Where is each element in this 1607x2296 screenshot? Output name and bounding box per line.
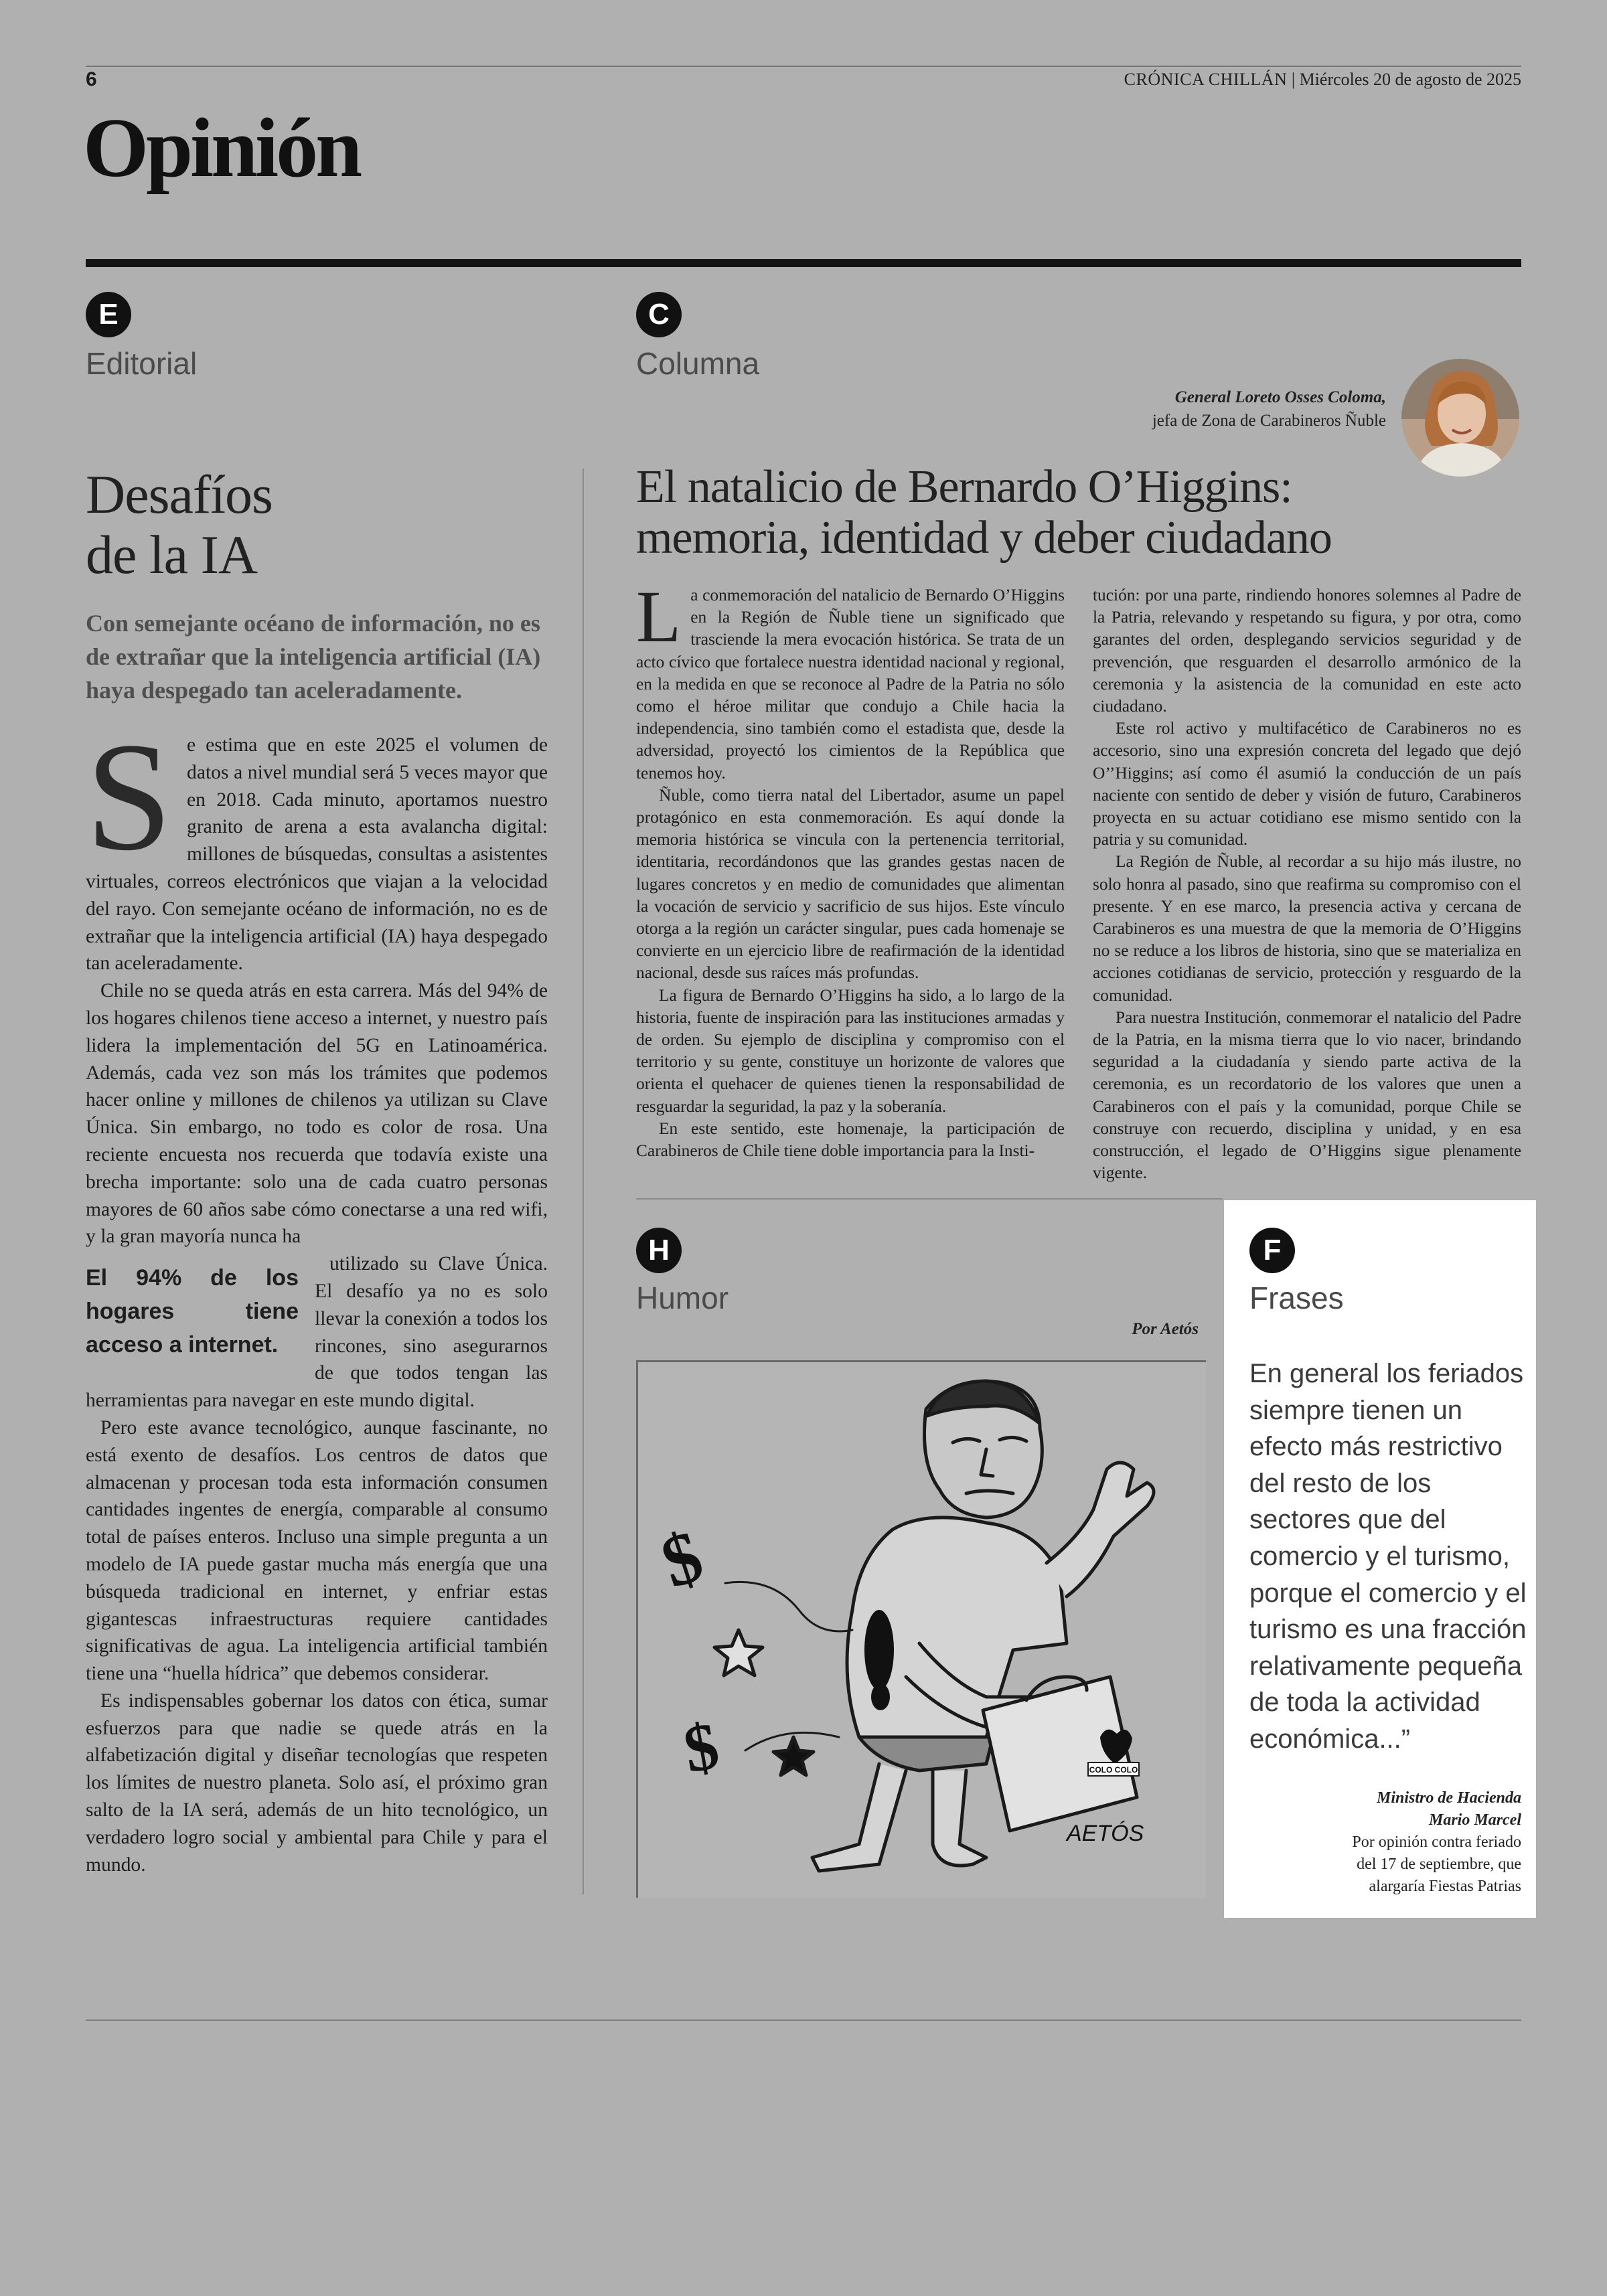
masthead: CRÓNICA CHILLÁN | Miércoles 20 de agosto de 2025 <box>1124 70 1521 89</box>
editorial-paragraph-4: Es indispensables gobernar los datos con ética, sumar esfuerzos para que nadie se quede atrás en la alfabetización digital y diseñar tecnologías que respeten los límites de nuestro planeta. Solo así, el próximo gran salto de la IA será, además de un hito tecnológico, un verdadero logro social y ambiental para Chile y para el mundo. <box>86 1690 548 1876</box>
editorial-pullquote: El 94% de los hogares tiene acceso a internet. <box>86 1265 299 1358</box>
editorial-title-line1: Desafíos <box>86 464 273 525</box>
context-line-2: del 17 de septiembre, que <box>1357 1856 1521 1873</box>
columna-dropcap: L <box>636 576 682 657</box>
issue-date: Miércoles 20 de agosto de 2025 <box>1299 70 1521 89</box>
columna-paragraph-2: Ñuble, como tierra natal del Libertador, asume un papel protagónico en esta conmemoración. Es aquí donde la memoria histórica se vincula con la pertenencia territorial, identitaria, recordándonos que las grandes gestas nacen de lugares concretos y en medio de comunidades que alimentan la vocación de servicio y sacrificio de sus hijos. Este vínculo otorga a la región un carácter singular, pues cada homenaje se convierte en un ejercicio libre de reafirmación de la identidad nacional, desde sus raíces más profundas. <box>636 785 1065 983</box>
column-divider <box>583 469 584 1894</box>
cartoon-credit: Por Aetós <box>1132 1320 1199 1338</box>
editorial-badge: E <box>86 292 131 337</box>
editorial-paragraph-2b: utilizado su Clave Única. El desafío ya no es solo llevar la conexión a todos los rincones, sino asegurarnos de que todos tengan las herramientas para navegar en este mundo digital. <box>86 1253 548 1412</box>
editorial-paragraph-1: e estima que en este 2025 el volumen de datos a nivel mundial será 5 veces mayor que en 2018. Cada minuto, aportamos nuestro granito de arena a esta avalancha digital: millones de búsquedas, consultas a asistentes virtuales, correos electrónicos que viajan a la velocidad del rayo. Con semejante océano de información, no es de extrañar que la inteligencia artificial (IA) haya despegado tan aceleradamente. <box>86 734 548 975</box>
editorial-dropcap: S <box>86 711 173 883</box>
context-line-1: Por opinión contra feriado <box>1352 1833 1521 1851</box>
newspaper-name: CRÓNICA CHILLÁN <box>1124 70 1288 89</box>
section-title: Opinión <box>83 102 360 195</box>
editorial-title <box>86 465 595 585</box>
columna-text-col-1 <box>636 576 1065 1162</box>
humor-top-rule <box>636 1198 1223 1200</box>
context-line-3: alargaría Fiestas Patrias <box>1369 1878 1521 1895</box>
editorial-lead: Con semejante océano de información, no es de extrañar que la inteligencia artificial (IA) haya despegado tan aceleradamente. <box>86 610 541 704</box>
frases-quote: En general los feriados siempre tienen un efecto más restrictivo del resto de los sectores que del comercio y el turismo, porque el comercio y el turismo es una fracción relativamente pequeña de toda la actividad económica...” <box>1249 1359 1527 1754</box>
columna-paragraph-5: tución: por una parte, rindiendo honores solemnes al Padre de la Patria, relevando y respetando su figura, y por otra, como garantes del orden, desplegando servicios seguridad y de prevención, que resguarden el desarrollo armónico de la ceremonia y la asistencia de la comunidad en este acto ciudadano. <box>1093 586 1521 716</box>
editorial-label: Editorial <box>86 346 198 381</box>
author-role: jefa de Zona de Carabineros Ñuble <box>1152 412 1386 430</box>
bottom-rule <box>86 2020 1521 2021</box>
columna-text-col-2 <box>1093 584 1521 1184</box>
columna-paragraph-8: Para nuestra Institución, conmemorar el natalicio del Padre de la Patria, en la misma tierra que lo vio nacer, brindando seguridad a la ciudadanía y siendo parte activa de la ceremonia, es un recordatorio de los valores que unen a Carabineros con el país y la comunidad, porque Chile se construye con recuerdo, disciplina y unidad, y en esa construcción, el legado de O’Higgins sigue plenamente vigente. <box>1093 1007 1521 1183</box>
top-rule <box>86 66 1521 67</box>
columna-author <box>1152 386 1386 432</box>
editorial-paragraph-3: Pero este avance tecnológico, aunque fascinante, no está exento de desafíos. Los centros de datos que almacenan y procesan toda esta información consumen cantidades ingentes de energía, comparable al consumo total de países enteros. Incluso una simple pregunta a un modelo de IA puede gastar mucha más energía que una búsqueda tradicional en internet, y enfriar estas gigantescas infraestructuras requiere cantidades significativas de agua. La inteligencia artificial también tiene una “huella hídrica” que debemos considerar. <box>86 1416 548 1685</box>
columna-paragraph-3: La figura de Bernardo O’Higgins ha sido, a lo largo de la historia, fuente de inspiración para las instituciones armadas y de orden. Su ejemplo de disciplina y compromiso con el territorio y su gente, constituye un horizonte de valores que orienta el quehacer de quienes tienen la responsabilidad de resguardar la seguridad, la paz y la soberanía. <box>636 985 1065 1116</box>
editorial-body <box>86 711 548 1878</box>
author-name: General Loreto Osses Coloma, <box>1174 388 1386 406</box>
speaker-role: Ministro de Hacienda <box>1376 1789 1521 1807</box>
frases-badge: F <box>1249 1228 1295 1273</box>
humor-cartoon <box>636 1360 1206 1898</box>
cartoonist-signature: AETÓS <box>1067 1821 1144 1846</box>
columna-title-line1: El natalicio de Bernardo O’Higgins: <box>636 461 1292 513</box>
briefcase-text: COLO COLO <box>1089 1765 1138 1775</box>
editorial-paragraph-2: Chile no se queda atrás en esta carrera. Más del 94% de los hogares chilenos tiene acceso a internet, y nuestro país lidera la implementación del 5G en Latinoamérica. Además, cada vez son más los trámites que podemos hacer online y millones de chilenos ya utilizan su Clave Única. Sin embargo, no todo es color de rosa. Una reciente encuesta nos recuerda que todavía existe una brecha importante: solo una de cada cuatro personas mayores de 60 años sabe cómo conectarse a una red wifi, y la gran mayoría nunca ha <box>86 980 548 1248</box>
svg-text:$: $ <box>678 1708 724 1787</box>
columna-title <box>636 462 1527 564</box>
columna-badge: C <box>636 292 682 337</box>
speaker-name: Mario Marcel <box>1429 1811 1521 1829</box>
frases-attribution <box>1352 1787 1521 1898</box>
svg-text:$: $ <box>652 1514 712 1604</box>
page-number: 6 <box>86 68 97 90</box>
author-avatar <box>1401 359 1519 477</box>
section-bar <box>86 259 1521 267</box>
editorial-title-line2: de la IA <box>86 524 258 585</box>
columna-paragraph-7: La Región de Ñuble, al recordar a su hijo más ilustre, no solo honra al pasado, sino que reafirma su compromiso con el presente. Y en ese marco, la presencia activa y cercana de Carabineros es una muestra de que la memoria de O’Higgins no se reduce a los libros de historia, sino que se materializa en acciones cotidianas de servicio, protección y resguardo de la comunidad. <box>1093 852 1521 1005</box>
humor-badge: H <box>636 1228 682 1273</box>
frases-label: Frases <box>1249 1281 1344 1315</box>
humor-label: Humor <box>636 1281 729 1315</box>
columna-label: Columna <box>636 346 760 381</box>
columna-title-line2: memoria, identidad y deber ciudadano <box>636 512 1332 564</box>
columna-paragraph-1: a conmemoración del natalicio de Bernardo O’Higgins en la Región de Ñuble tiene un significado que trasciende la mera evocación histórica. Se trata de un acto cívico que fortalece nuestra identidad nacional y regional, en la medida en que se reconoce al Padre de la Patria no sólo como el héroe militar que condujo a Chile hacia la independencia, sino también como el estadista que, desde la adversidad, proyectó los cimientos de la República que tenemos hoy. <box>636 586 1065 783</box>
columna-paragraph-6: Este rol activo y multifacético de Carabineros no es accesorio, sino una expresión concreta del legado que dejó O’’Higgins; así como él asumió la conducción de un país naciente con sentido de deber y visión de futuro, Carabineros proyecta en su actuar cotidiano ese mismo sentido con la patria y su comunidad. <box>1093 719 1521 849</box>
columna-paragraph-4: En este sentido, este homenaje, la participación de Carabineros de Chile tiene doble importancia para la Insti- <box>636 1119 1065 1161</box>
